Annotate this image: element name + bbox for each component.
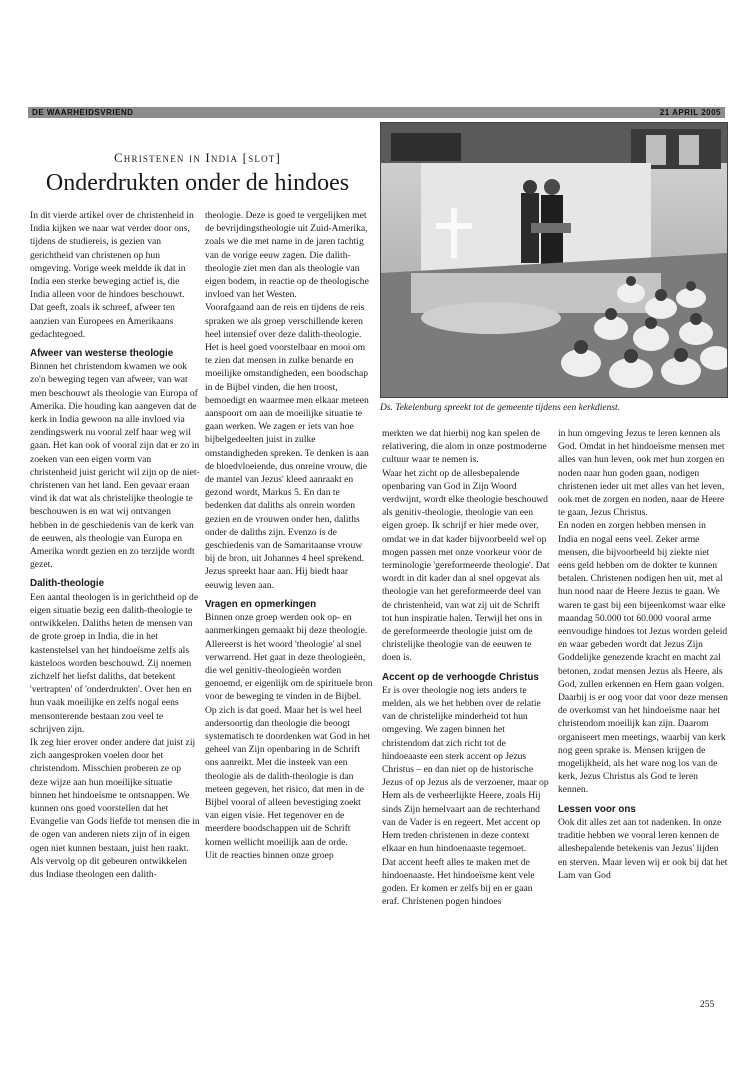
column-1 xyxy=(30,209,200,881)
church-service-photo xyxy=(380,122,728,398)
subheading-accent: Accent op de verhoogde Christus xyxy=(382,671,539,683)
paragraph: Ook dit alles zet aan tot nadenken. In onze traditie hebben we vooral leren kennen de allesbepalende betekenis van Jezus' lijden en sterven. Maar leven wij er ook bij dat het Lam van God xyxy=(558,816,728,881)
column-3 xyxy=(382,427,552,908)
paragraph: Binnen het christendom kwamen we ook zo'n beweging tegen van afweer, van wat men beschouwt als theologie van Europa of Amerika. Die houding kan aangeven dat de kerk in India gewoon na alle invloed via zendingswerk nu vooral zelf haar weg wil gaan. Het kan ook of vooral zijn dat er zo in zoeken van een eigen vorm van christenheid juist gericht wil zijn op de niet-christenen van het land. Een gevaar eraan vind ik dat wat als christelijke theologie te beschouwen is en wat wij ontvangen hebben in de geschiedenis van de kerk van de eeuwen, als theologie van Europa en Amerika wordt gezien en zo terzijde wordt gezet. xyxy=(30,361,200,571)
paragraph: merkten we dat hierbij nog kan spelen de relativering, die alom in onze postmoderne cultuur waar te nemen is. xyxy=(382,428,547,466)
intro-paragraph: In dit vierde artikel over de christenheid in India kijken we naar wat verder door ons, tijdens de studiereis, is gezien van gerichtheid van christenen op hun omgeving. Vorige week meldde ik dat in India een sterke beweging actief is, die India alleen voor de hindoes beschouwt. Dat geeft, zoals ik schreef, afweer ten aanzien van Europees en Amerikaans gedachtegoed. xyxy=(30,210,194,340)
subheading-lessen: Lessen voor ons xyxy=(558,803,636,815)
subheading-afweer: Afweer van westerse theologie xyxy=(30,348,174,360)
photo-illustration xyxy=(381,123,727,397)
paragraph: Een aantal theologen is in gerichtheid op de eigen situatie bezig een dalith-theologie te ontwikkelen. Daliths heten de mensen van de grote groep in India, die in het kastenstelsel van het hindoeïsme zelfs als kasteloos worden beschouwd. Zij noemen zichzelf het liefst daliths, dat betekent 'vertrapten' of 'onderdrukten'. Over hen en hun vaak moeilijke en zelfs nogal eens mensonterende bestaan zou veel te schrijven zijn. xyxy=(30,591,199,735)
page-number: 255 xyxy=(700,1000,715,1010)
issue-date: 21 APRIL 2005 xyxy=(659,108,721,117)
paragraph: Ik zeg hier erover onder andere dat juist zij zich aangesproken voelen door het christendom. Misschien proberen ze op deze wijze aan hun moeilijke situatie binnen het hindoeïsme te ontsnappen. We kunnen ons goed voorstellen dat het Evangelie van Gods liefde tot mensen die in de ogen van anderen niets zijn of in eigen ogen niet kunnen bestaan, juist hen raakt. Als vervolg op dit gebeuren ontwikkelen dus Indiase theologen een dalith- xyxy=(30,736,200,880)
masthead-bar xyxy=(28,107,725,118)
article-headline: Onderdrukten onder de hindoes xyxy=(45,170,350,196)
photo-caption: Ds. Tekelenburg spreekt tot de gemeente tijdens een kerkdienst. xyxy=(380,403,621,413)
paragraph: Uit de reacties binnen onze groep xyxy=(205,849,334,861)
paragraph: En noden en zorgen hebben mensen in India en nogal eens veel. Zeker arme mensen, die bijvoorbeeld bij ziekte niet eens geld hebben om de dokter te kunnen betalen. Christenen nodigen hen uit, met al hun nood naar de Heere Jezus te gaan. We waren te gast bij een bijeenkomst waar elke maandag 50.000 tot 60.000 vooral arme eenvoudige hindoes tot Jezus worden geleid en waar gebeden wordt dat Jezus Zijn Goddelijke genezende kracht en macht zal betonen, zodat mensen Jezus als Heere, als God, zullen erkennen en Hem gaan volgen. xyxy=(558,520,728,690)
paragraph: in hun omgeving Jezus te leren kennen als God. Omdat in het hindoeïsme mensen met alles van hun leven, ook met hun zorgen en noden naar hun goden gaan, nodigen christenen ieder uit met alles van het leven, ook met de zorgen en noden, naar de Heere te gaan, Jezus Christus. xyxy=(558,428,725,519)
paragraph: Voorafgaand aan de reis en tijdens de reis spraken we als groep verschillende keren heel intensief over deze dalith-theologie. Het is heel goed voorstelbaar en mooi om te zien dat mensen in zulke benarde en moeilijke omstandigheden, een boodschap in de Bijbel vinden, die hen troost, bemoedigt en waarmee men elkaar meteen aanspoort om aan de moeilijke situatie te gaan werken. We zagen er iets van hoe bijbelgedeelten juist in zulke omstandigheden spreken. Te denken is aan de bloedvloeiende, dus onreine vrouw, die de mantel van Jezus' kleed aanraakt en gezond wordt, Markus 5. En dan te bedenken dat daliths als onrein worden gezien en de vrouwen onder hen, daliths onder de daliths zijn. Evenzo is de geschiedenis van de Samaritaanse vrouw bij de bron, uit Johannes 4 heel sprekend. Jezus spreekt haar aan. Hij biedt haar eeuwig leven aan. xyxy=(205,302,369,591)
paragraph: Daarbij is er oog voor dat voor deze mensen de overkomst van het hindoeïsme naar het christendom moeilijk kan zijn. Daarom organiseert men meetings, waarbij van kerk nog geen sprake is. Mensen krijgen de mogelijkheid, als het ware nog los van de kerk, Jezus Christus als God te leren kennen. xyxy=(558,692,728,796)
column-2 xyxy=(205,209,373,862)
publication-name: DE WAARHEIDSVRIEND xyxy=(32,108,134,117)
paragraph: theologie. Deze is goed te vergelijken met de bevrijdingstheologie uit Zuid-Amerika, zoals we die met name in de jaren tachtig van de vorige eeuw zagen. Die dalith-theologie ziet men dan als theologie van eigen bodem, in reactie op de theologische invloed van het Westen. xyxy=(205,210,369,301)
series-title: Christenen in India [slot] xyxy=(113,150,282,165)
paragraph: Binnen onze groep werden ook op- en aanmerkingen gemaakt bij deze theologie. Allereerst is het woord 'theologie' al snel verwarrend. Het gaat in deze theologieën, die wel genitiv-theologieën worden genoemd, er eigenlijk om de spirituele bron voor de beweging te vinden in de Bijbel. Op zich is dat goed. Maar het is wel heel andersoortig dan theologie die beoogt systematisch te doordenken wat God in het geheel van Zijn openbaring in de Schrift ons aanreikt. Met die insteek van een theologie als de dalith-theologie is dan meteen gegeven, het risico, dat men in de Bijbel vooral of alleen bevestiging zoekt van eigen visie. Het tegenover en de meerdere boodschappen uit de Schrift komen wellicht moeilijk aan de orde. xyxy=(205,612,373,848)
cross-icon xyxy=(451,208,457,258)
paragraph: Waar het zicht op de allesbepalende openbaring van God in Zijn Woord verdwijnt, wordt elke theologie beschouwd als genitiv-theologie, theologie van een eigen groep. Ik schrijf er hier mede over, omdat we in dat kader bijvoorbeeld wel op mogen passen met onze voorkeur voor de terminologie 'gereformeerde theologie'. Dat wordt in dit kader dan al snel opgevat als theologie van het gereformeerde deel van de christenheid, van wat zij uit de Schrift tot hun inspiratie halen. Terwijl het ons in de gereformeerde theologie juist om de christelijke theologie van de eeuwen te doen is. xyxy=(382,467,550,664)
paragraph: Er is over theologie nog iets anders te melden, als we het hebben over de relatie van de christelijke minderheid tot hun omgeving. We zagen binnen het christendom dat zich richt tot de hindoeaaste een sterk accent op Jezus Christus – en dan niet op de historische Jezus of op Jezus als de verzoener, maar op Hem als de verheerlijkte Heere, zoals Hij sinds Zijn hemelvaart aan de rechterhand van de Vader is en regeert. Met accent op Hem treden christenen in deze context elkaar en hun hindoenaaste tegemoet. xyxy=(382,684,549,855)
subheading-vragen: Vragen en opmerkingen xyxy=(205,598,317,610)
paragraph: Dat accent heeft alles te maken met de hindoenaaste. Het hindoeïsme kent vele goden. Er komen er zelfs bij en er gaan eraf. Christenen pogen hindoes xyxy=(382,856,535,908)
subheading-dalith: Dalith-theologie xyxy=(30,578,105,590)
column-4 xyxy=(558,427,728,882)
